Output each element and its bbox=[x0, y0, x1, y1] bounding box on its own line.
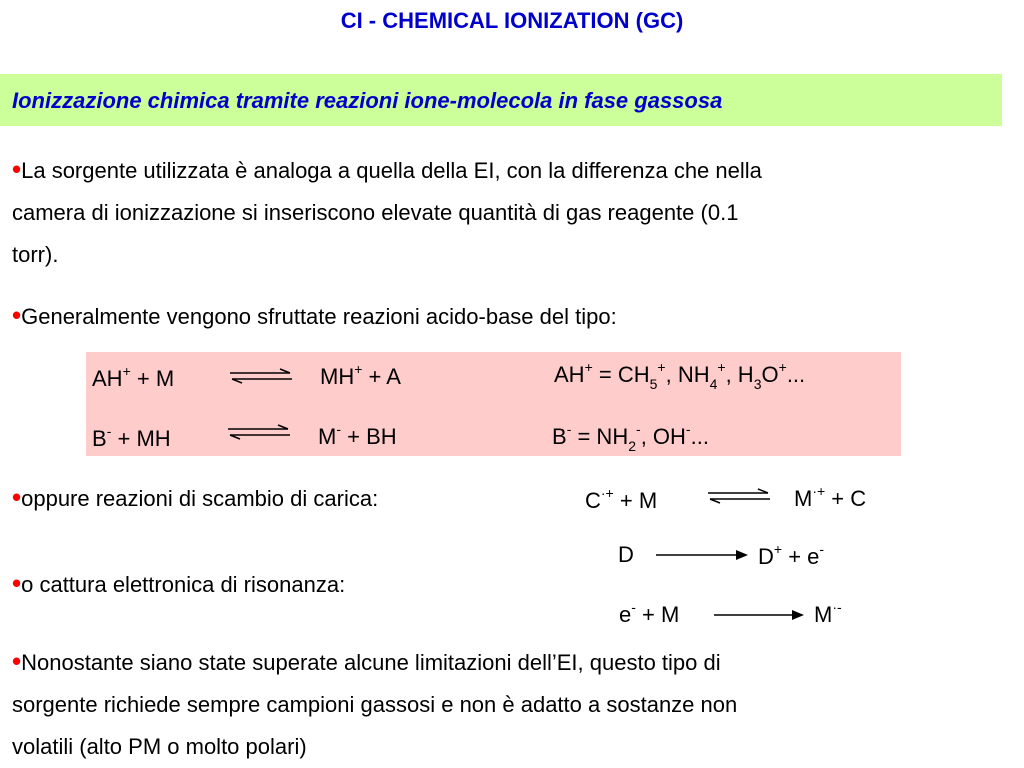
eq-d-plus-e: D+ + e- bbox=[758, 540, 825, 569]
eq-ah-definition: $AH^+ = CH_5^+$, $NH_4^+$, $H_3O^+$... bbox=[554, 358, 806, 393]
eq-mh-a: MH+ + A bbox=[320, 360, 401, 389]
eq-b-mh: B- + MH bbox=[92, 422, 171, 451]
eq-m-bh: M- + BH bbox=[318, 420, 397, 449]
bullet-icon: • bbox=[12, 482, 22, 512]
eq-d: D bbox=[618, 542, 634, 567]
paragraph-acid-base bbox=[12, 294, 617, 338]
eq-e-m: e- + M bbox=[619, 598, 680, 627]
p5-line1: Nonostante siano state superate alcune limitazioni dell’EI, questo tipo di bbox=[21, 650, 721, 675]
paragraph-limitations bbox=[12, 640, 737, 768]
eq-m-radical-anion: M·- bbox=[814, 598, 842, 627]
paragraph-charge-exchange bbox=[12, 476, 378, 520]
bullet-icon: • bbox=[12, 646, 22, 676]
eq-c-m: C·+ + M bbox=[585, 484, 658, 513]
eq-b-definition: $B^- = NH_2^-$, OH-... bbox=[552, 420, 709, 455]
p4-text: o cattura elettronica di risonanza: bbox=[21, 572, 346, 597]
eq-ah-m: AH+ + M bbox=[92, 362, 175, 391]
equilibrium-arrow-icon bbox=[706, 488, 772, 504]
p1-line1: La sorgente utilizzata è analoga a quella della EI, con la differenza che nella bbox=[21, 158, 762, 183]
p1-line2: camera di ionizzazione si inseriscono elevate quantità di gas reagente (0.1 bbox=[12, 200, 739, 225]
bullet-icon: • bbox=[12, 154, 22, 184]
paragraph-source bbox=[12, 148, 762, 276]
p3-text: oppure reazioni di scambio di carica: bbox=[21, 486, 379, 511]
paragraph-electron-capture bbox=[12, 562, 345, 606]
equilibrium-arrow-icon bbox=[228, 368, 294, 384]
subtitle: Ionizzazione chimica tramite reazioni ione-molecola in fase gassosa bbox=[12, 88, 723, 113]
page-title: CI - CHEMICAL IONIZATION (GC) bbox=[340, 8, 684, 33]
p5-line2: sorgente richiede sempre campioni gassosi e non è adatto a sostanze non bbox=[12, 692, 738, 717]
equilibrium-arrow-icon bbox=[226, 424, 292, 440]
p2-text: Generalmente vengono sfruttate reazioni acido-base del tipo: bbox=[21, 304, 617, 329]
p5-line3: volatili (alto PM o molto polari) bbox=[12, 734, 307, 759]
reaction-arrow-icon bbox=[654, 548, 750, 562]
p1-line3: torr). bbox=[12, 242, 59, 267]
eq-m-c: M·+ + C bbox=[794, 482, 867, 511]
bullet-icon: • bbox=[12, 568, 22, 598]
reaction-arrow-icon bbox=[712, 608, 806, 622]
bullet-icon: • bbox=[12, 300, 22, 330]
